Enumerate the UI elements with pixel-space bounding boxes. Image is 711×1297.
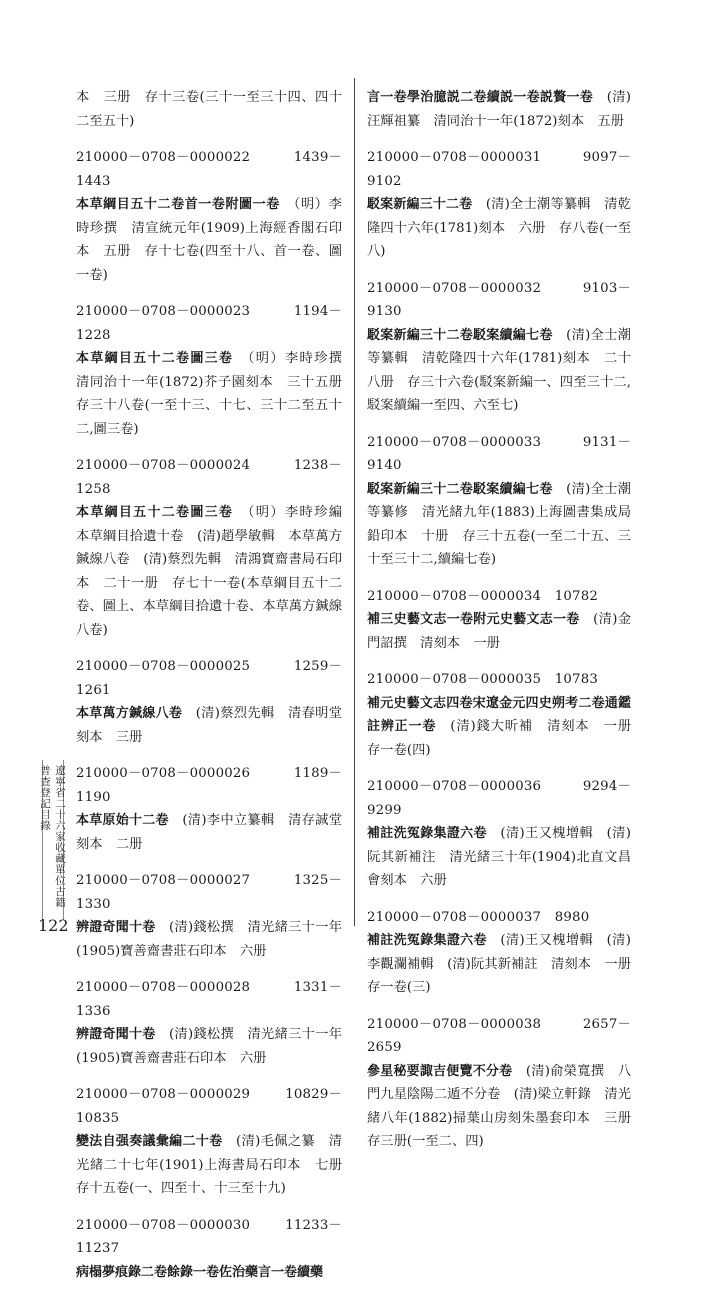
entry-title: 參星秘要諏吉便覽不分卷 (367, 1063, 513, 1079)
entry-title: 補註洗冤錄集證六卷 (367, 933, 487, 948)
entry-title: 本草綱目五十二卷首一卷附圖一卷 (76, 197, 280, 212)
entry-id: 210000－0708－0000036 9294－9299 (367, 779, 631, 818)
entry-body: (清)蔡烈先輯 清春明堂刻本 三册 (76, 706, 343, 745)
entry-id: 210000－0708－0000026 1189－1190 (76, 766, 342, 805)
catalog-entry (76, 146, 342, 287)
entry-body: (清)王又槐增輯 (清)李觀瀾補輯 (清)阮其新補註 清刻本 一册 存一卷(三) (367, 933, 645, 995)
entry-body: (清)全士潮等纂輯 清乾隆四十六年(1781)刻本 六册 存八卷(一至八) (367, 197, 631, 259)
entry-body: (清)錢大昕補 清刻本 一册 存一卷(四) (367, 719, 645, 758)
catalog-entry (76, 454, 356, 642)
entry-body: （明）李時珍編 本草綱目拾遺十卷 (清)趙學敏輯 本草萬方鍼線八卷 (清)蔡烈先輯 清鴻寶齋書局石印本 二十一册 存七十一卷(本草綱目五十二卷、圖上、本草綱目拾遺十卷、本草萬方鍼線八卷) (76, 505, 356, 638)
entry-body: (清)全士潮等纂修 清光緒九年(1883)上海圖書集成局鉛印本 十册 存三十五卷(一至二十五、三十至三十二,續編七卷) (367, 481, 631, 567)
entry-title: 辨證奇聞十卷 (76, 920, 156, 935)
entry-body: 本 三册 存十三卷(三十一至三十四、四十二至五十) (76, 90, 342, 129)
entry-title: 駁案新編三十二卷駁案續編七卷 (367, 327, 553, 343)
entry-title: 駁案新編三十二卷駁案續編七卷 (367, 481, 553, 497)
entry-id: 210000－0708－0000033 9131－9140 (367, 434, 631, 473)
entry-id: 210000－0708－0000030 11233－11237 (76, 1217, 342, 1256)
catalog-entry (367, 277, 631, 418)
entry-id: 210000－0708－0000022 1439－1443 (76, 150, 342, 189)
entry-id: 210000－0708－0000027 1325－1330 (76, 873, 342, 912)
catalog-entry (76, 1083, 356, 1201)
entry-id: 210000－0708－0000031 9097－9102 (367, 150, 631, 189)
column-divider (354, 78, 355, 926)
entry-body: (清)金門詔撰 清刻本 一册 (367, 612, 631, 651)
catalog-entry (76, 762, 342, 856)
entry-id: 210000－0708－0000038 2657－2659 (367, 1016, 631, 1055)
entry-id: 210000－0708－0000029 10829－10835 (76, 1087, 342, 1126)
entry-title: 本草萬方鍼線八卷 (76, 706, 183, 721)
catalog-entry (367, 585, 631, 656)
page-number: 122 (38, 916, 69, 935)
catalog-entry (76, 86, 342, 133)
entry-title: 駁案新編三十二卷 (367, 197, 473, 212)
catalog-entry (76, 976, 342, 1070)
entry-body: (清)汪輝祖纂 清同治十一年(1872)刻本 五册 (367, 90, 631, 129)
entry-title: 本草原始十二卷 (76, 813, 169, 828)
entry-title: 變法自强奏議彙編二十卷 (76, 1134, 223, 1149)
entry-body: (清)王又槐增輯 (清)阮其新補注 清光緒三十年(1904)北直文昌會刻本 六册 (367, 826, 631, 888)
entry-body: (清)毛佩之纂 清光緒二十七年(1901)上海書局石印本 七册 存十五卷(一、四至十、十三至十九) (76, 1134, 356, 1196)
entry-title: 言一卷學治臆説二卷續説一卷説贅一卷 (367, 90, 594, 105)
entry-body: （明）李時珍撰 清同治十一年(1872)芥子園刻本 三十五册 存三十八卷(一至十三、十七、三十二至五十二,圖三卷) (76, 351, 356, 437)
entry-title: 補元史藝文志四卷宋遼金元四史朔考二卷通鑑註辨正一卷 (367, 695, 631, 734)
entry-body: (清)錢松撰 清光緒三十一年(1905)寶善齋書莊石印本 六册 (76, 920, 343, 959)
catalog-entry (367, 1013, 645, 1154)
entry-title: 補三史藝文志一卷附元史藝文志一卷 (367, 612, 580, 627)
entry-title: 病榻夢痕錄二卷餘錄一卷佐治藥言一卷續藥 (76, 1264, 324, 1280)
entry-body: (清)全士潮等纂輯 清乾隆四十六年(1781)刻本 二十八册 存三十六卷(駁案新編一、四至三十二,駁案續編一至四、六至七) (367, 327, 631, 413)
left-column (76, 86, 356, 1297)
entry-body: (清)錢松撰 清光緒三十一年(1905)寶善齋書莊石印本 六册 (76, 1027, 343, 1066)
entry-title: 本草綱目五十二卷圖三卷 (76, 505, 234, 520)
catalog-entry (76, 869, 342, 963)
catalog-entry (367, 906, 645, 1000)
entry-id: 210000－0708－0000028 1331－1336 (76, 980, 342, 1019)
entry-id: 210000－0708－0000024 1238－1258 (76, 458, 342, 497)
entry-id: 210000－0708－0000034 10782 (367, 588, 599, 604)
entry-title: 本草綱目五十二卷圖三卷 (76, 351, 234, 366)
entry-body: (清)李中立纂輯 清存誠堂刻本 二册 (76, 813, 343, 852)
running-title: 遼寧省二十六家收藏單位古籍普查登記目錄 (39, 765, 66, 908)
entry-body: （明）李時珍撰 清宣統元年(1909)上海經香閣石印本 五册 存十七卷(四至十八、首一卷、圖一卷) (76, 197, 342, 283)
catalog-entry (367, 146, 631, 264)
entry-title: 辨證奇聞十卷 (76, 1027, 156, 1042)
catalog-entry (367, 431, 631, 572)
entry-id: 210000－0708－0000035 10783 (367, 672, 599, 687)
entry-title: 補註洗冤錄集證六卷 (367, 826, 487, 841)
right-column (367, 86, 645, 1167)
entry-body: (清)俞榮寬撰 八門九星陰陽二遁不分卷 (清)梁立軒錄 清光緒八年(1882)掃葉山房刻朱墨套印本 三册 存三册(一至二、四) (367, 1063, 645, 1149)
entry-id: 210000－0708－0000023 1194－1228 (76, 304, 342, 343)
entry-id: 210000－0708－0000032 9103－9130 (367, 280, 631, 319)
entry-id: 210000－0708－0000037 8980 (367, 909, 590, 925)
catalog-entry (367, 668, 645, 762)
catalog-entry (367, 86, 631, 133)
catalog-entry (76, 300, 356, 441)
entry-id: 210000－0708－0000025 1259－1261 (76, 659, 342, 698)
catalog-entry (76, 1214, 342, 1285)
catalog-entry (367, 775, 631, 893)
catalog-entry (76, 655, 342, 749)
